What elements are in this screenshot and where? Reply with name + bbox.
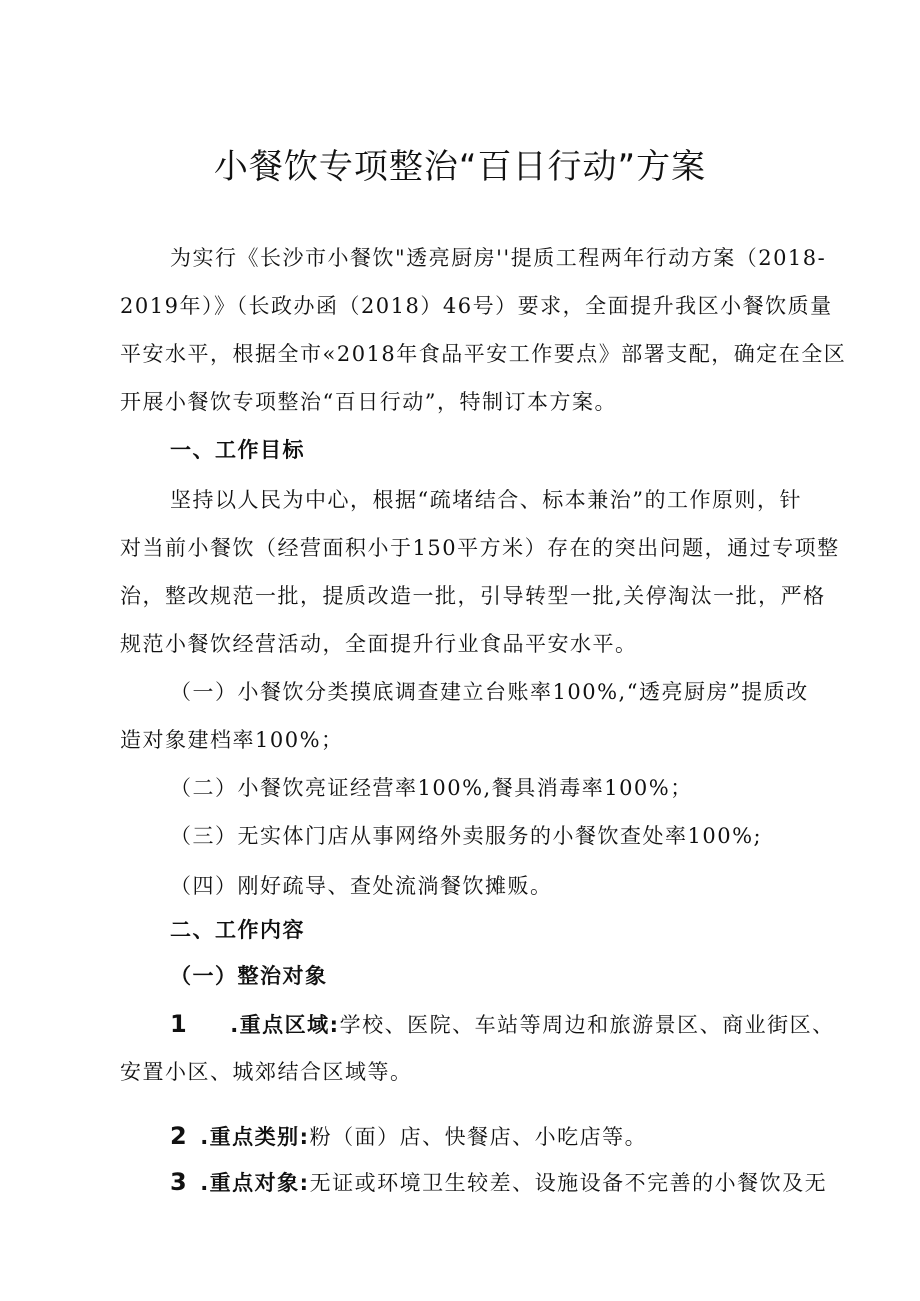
goals-para-line-1: 坚持以人民为中心，根据“疏堵结合、标本兼治”的工作原则，针 [170, 488, 802, 512]
item-2-text: 粉（面）店、快餐店、小吃店等。 [309, 1125, 648, 1149]
goal-1-line-1: （一）小餐饮分类摸底调查建立台账率100%,“透亮厨房”提质改 [170, 680, 809, 704]
section-heading-goals: 一、工作目标 [170, 438, 305, 462]
item-1-label: .重点区域: [230, 1013, 340, 1037]
item-1-continuation: 安置小区、城郊结合区域等。 [120, 1060, 413, 1084]
item-2-key-categories [170, 1120, 647, 1153]
item-3-number: 3 [170, 1168, 189, 1196]
subsection-heading-targets: （一）整治对象 [170, 964, 328, 988]
item-1-number: 1 [170, 1010, 189, 1038]
goals-para-line-4: 规范小餐饮经营活动，全面提升行业食品平安水平。 [120, 632, 638, 656]
item-2-label: .重点类别: [200, 1125, 310, 1149]
goal-3: （三）无实体门店从事网络外卖服务的小餐饮查处率100%; [170, 824, 763, 848]
intro-line-1: 为实行《长沙市小餐饮"透亮厨房''提质工程两年行动方案（2018- [170, 246, 827, 270]
goal-2: （二）小餐饮亮证经营率100%,餐具消毒率100%； [170, 776, 693, 800]
item-2-number: 2 [170, 1122, 189, 1150]
section-heading-content: 二、工作内容 [170, 918, 305, 942]
intro-line-3: 平安水平，根据全市«2018年食品平安工作要点》部署支配，确定在全区 [120, 342, 847, 366]
item-3-key-objects [170, 1166, 827, 1199]
intro-line-4: 开展小餐饮专项整治“百日行动”，特制订本方案。 [120, 390, 617, 414]
item-3-text: 无证或环境卫生较差、设施设备不完善的小餐饮及无 [309, 1171, 828, 1195]
goal-1-line-2: 造对象建档率100%； [120, 728, 344, 752]
item-1-key-areas [170, 1008, 835, 1041]
item-1-text: 学校、医院、车站等周边和旅游景区、商业街区、 [339, 1013, 835, 1037]
goals-para-line-2: 对当前小餐饮（经营面积小于150平方米）存在的突出问题，通过专项整 [120, 536, 840, 560]
goal-4: （四）刚好疏导、查处流淌餐饮摊贩。 [170, 874, 553, 898]
item-3-label: .重点对象: [200, 1171, 310, 1195]
document-title: 小餐饮专项整治“百日行动”方案 [213, 147, 707, 187]
intro-line-2: 2019年）》（长政办函（2018）46号）要求，全面提升我区小餐饮质量 [120, 294, 833, 318]
goals-para-line-3: 治，整改规范一批，提质改造一批，引导转型一批,关停淘汰一批，严格 [120, 584, 826, 608]
